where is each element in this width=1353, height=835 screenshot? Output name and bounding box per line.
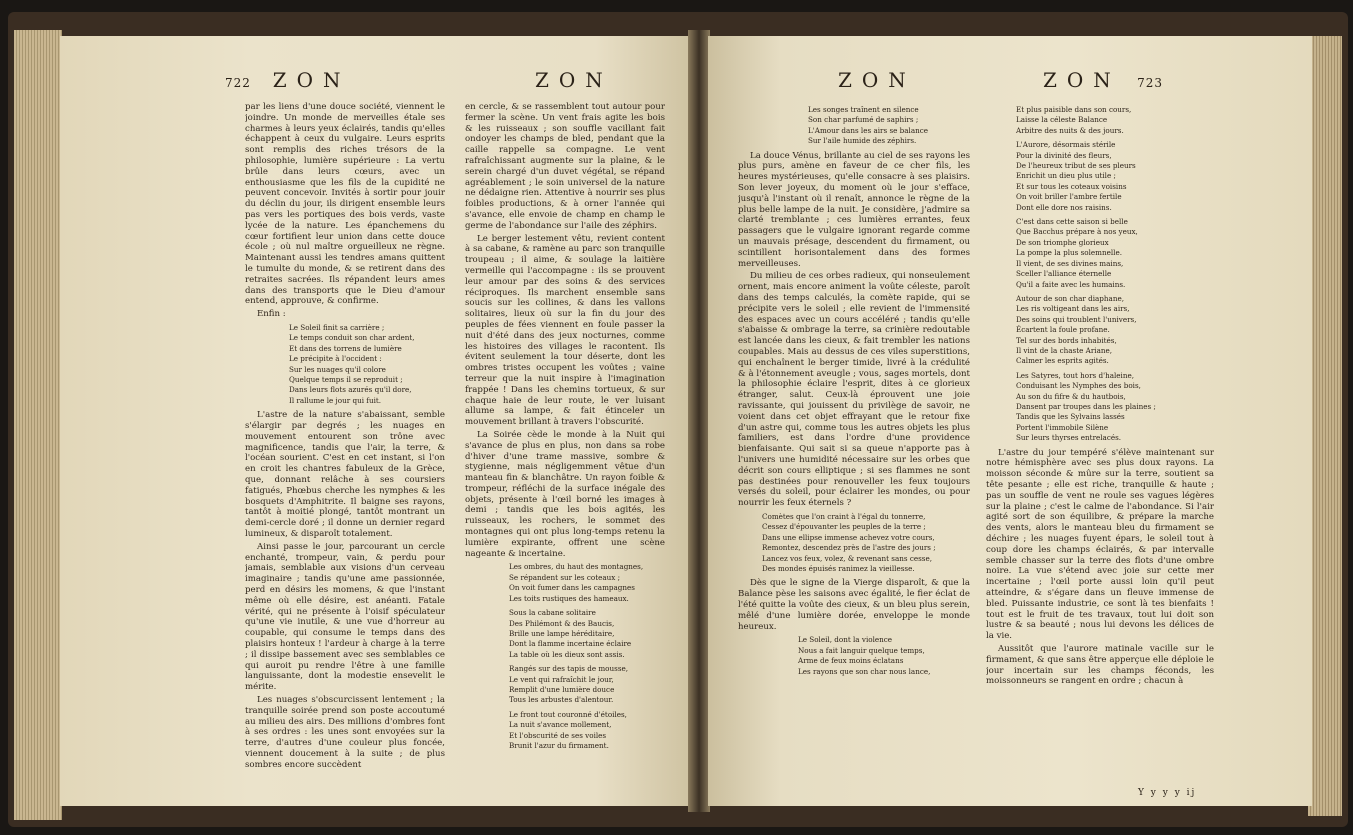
verse-line: Dans leurs flots azurés qu'il dore, [289, 385, 412, 395]
verse-line: Les toits rustiques des hameaux. [509, 593, 629, 603]
verse-block [1016, 371, 1214, 444]
paragraph: Enfin : [257, 309, 286, 320]
verse-line: Brille une lampe héréditaire, [509, 628, 615, 638]
verse-line: Le Soleil, dont la violence [798, 635, 893, 645]
verse-line: Il rallume le jour qui fuit. [289, 395, 382, 405]
verse-block [808, 105, 970, 147]
verse-line: Arme de feux moins éclatans [798, 656, 904, 666]
right-column-1 [738, 102, 970, 802]
verse-line: Conduisant les Nymphes des bois, [1016, 381, 1141, 391]
paragraph: La Soirée cède le monde à la Nuit qui s'avance de plus en plus, non dans sa robe d'hiver d'une trame massive, sombre & stygienne, mais négligemment vêtue d'un manteau fin & blanchâtre. Un rayon foible & trompeur, réfléchi de la surface inégale des objets, présente à l'œil borné les images à demi ; tandis que les bois agités, les ruisseaux, les rochers, le sommet des montagnes qui ont plus long-temps retenu la lumière expirante, offrent une scène nageante & incertaine. [465, 429, 665, 559]
verse-line: Qu'il a faite avec les humains. [1016, 279, 1126, 289]
paragraph: Le berger lestement vêtu, revient content à sa cabane, & ramène au parc son tranquille troupeau ; il aime, & soulage la laitière vermeille qui l'accompagne : ils se prouvent leur amour par des soins & des services réciproques. Ils marchent ensemble sans soucis sur les collines, & dans les vallons solitaires, lieux où sur la fin du jour des peuples de fées viennent en foule passer la nuit d'été dans des jeux nocturnes, comme les histoires des villages le racontent. Ils évitent seulement la tour déserte, dont les ombres tristes occupent les voûtes ; vaine terreur que la nuit inspire à l'imagination frappée ! Dans les chemins tortueux, & sur chaque haie de leur route, le ver luisant allume sa lampe, & fait étinceler un mouvement brillant à travers l'obscurité. [465, 233, 665, 428]
verse-line: Sur l'aile humide des zéphirs. [808, 136, 917, 146]
verse-line: Des Philémont & des Baucis, [509, 618, 615, 628]
verse-line: Comètes que l'on craint à l'égal du tonnerre, [762, 511, 926, 521]
verse-line: La table où les dieux sont assis. [509, 649, 625, 659]
right-running-head-left [838, 68, 916, 92]
verse-line: Quelque temps il se reproduit ; [289, 374, 403, 384]
book-gutter [688, 30, 710, 812]
paragraph: L'astre de la nature s'abaissant, semble s'élargir par degrés ; les nuages en mouvement entourent son trône avec magnificence, tandis que l'air, la terre, & l'océan sourient. C'est en cet instant, si l'on en croit les chantres fabuleux de la Grèce, que, donnant relâche à ses coursiers fatigués, Phœbus cherche les nymphes & les bosquets d'Amphitrite. Il baigne ses rayons, tantôt à moitié plongé, tantôt montrant un demi-cercle doré ; il donne un dernier regard lumineux, & disparoît totalement. [245, 410, 445, 539]
verse-line: Laisse la céleste Balance [1016, 115, 1108, 125]
verse-line: Et l'obscurité de ses voiles [509, 730, 607, 740]
page-number: 722 [225, 76, 251, 90]
verse-line: Autour de son char diaphane, [1016, 293, 1124, 303]
verse-line: Cessez d'épouvanter les peuples de la terre ; [762, 522, 926, 532]
verse-line: L'Aurore, désormais stérile [1016, 140, 1116, 150]
verse-line: Dans une ellipse immense achevez votre cours, [762, 532, 935, 542]
verse-line: Et sur tous les coteaux voisins [1016, 181, 1127, 191]
verse-line: Dansent par troupes dans les plaines ; [1016, 401, 1156, 411]
verse-line: Le précipite à l'occident : [289, 354, 382, 364]
verse-line: Portent l'immobile Silène [1016, 422, 1109, 432]
verse-line: Remontez, descendez près de l'astre des jours ; [762, 543, 936, 553]
running-head: ZON [838, 68, 916, 92]
verse-line: Enrichit un dieu plus utile ; [1016, 171, 1116, 181]
paragraph: par les liens d'une douce société, viennent le joindre. Un monde de merveilles étale ses charmes à leurs yeux éclairés, tandis qu'elles échappent à ceux du vulgaire. Leurs esprits sont remplis des riches trésors de la philosophie, lumière supérieure : La vertu brûle dans leurs cœurs, avec un enthousiasme que les fils de la cupidité ne peuvent concevoir. Invités à sortir pour jouir du déclin du jour, ils dirigent ensemble leurs pas vers les portiques des bois verds, vaste lycée de la nature. Les épanchemens du cœur fortifient leur union dans cette douce école ; où nul maître orgueilleux ne règne. Maintenant aussi les tendres amans quittent le tumulte du monde, & se retirent dans des retraites sacrées. Ils répandent leurs ames dans des transports que le Dieu d'amour entend, approuve, & confirme. [245, 102, 445, 307]
paragraph: Ainsi passe le jour, parcourant un cercle enchanté, trompeur, vain, & perdu pour jamais, semblable aux visions d'un cerveau imaginaire ; tandis qu'une ame passionnée, perd en désirs les momens, & que l'instant même où elle désire, est anéanti. Fatale vérité, qui ne présente à l'oisif spéculateur qu'une vie inutile, & une vue d'horreur au coupable, qui consume le temps dans des plaisirs honteux ! l'ardeur à charge à la terre ; il dissipe bassement avec ses semblables ce qui auroit pu rendre l'être à une famille languissante, dont la modestie ensevelit le mérite. [245, 541, 445, 693]
verse-line: Tel sur des bords inhabités, [1016, 335, 1117, 345]
paragraph: Dès que le signe de la Vierge disparoît, & que la Balance pèse les saisons avec égalité, le fier éclat de l'été quitte la voûte des cieux, & un bleu plus serein, mêlé d'une lumière dorée, enveloppe le monde heureux. [738, 578, 970, 632]
verse-line: Et dans des torrens de lumière [289, 343, 402, 353]
verse-line: Le Soleil finit sa carrière ; [289, 322, 385, 332]
verse-line: Rangés sur des tapis de mousse, [509, 664, 629, 674]
verse-line: Que Bacchus prépare à nos yeux, [1016, 227, 1138, 237]
verse-line: Et plus paisible dans son cours, [1016, 105, 1132, 114]
verse-block [509, 608, 665, 660]
page-edges-left [14, 30, 62, 820]
verse-block [509, 664, 665, 706]
verse-line: Remplit d'une lumière douce [509, 684, 615, 694]
left-page [60, 36, 690, 806]
verse-line: Le vent qui rafraîchit le jour, [509, 674, 614, 684]
verse-line: La pompe la plus solemnelle. [1016, 248, 1122, 258]
verse-line: De son triomphe glorieux [1016, 237, 1109, 247]
page-number: 723 [1137, 76, 1164, 90]
running-head: ZON [535, 68, 613, 92]
verse-line: C'est dans cette saison si belle [1016, 217, 1128, 227]
verse-line: Les Satyres, tout hors d'haleine, [1016, 370, 1134, 380]
verse-line: Tous les arbustes d'alentour. [509, 695, 614, 705]
signature-mark: Y y y y ij [1138, 788, 1197, 798]
verse-block [762, 512, 970, 574]
verse-line: Les ris voltigeant dans les airs, [1016, 304, 1130, 314]
verse-line: Sceller l'alliance éternelle [1016, 269, 1112, 279]
verse-line: Arbitre des nuits & des jours. [1016, 125, 1124, 135]
paragraph: Du milieu de ces orbes radieux, qui nonseulement ornent, mais encore animent la voûte céleste, paroît dans des temps calculés, la comète rapide, qui se précipite vers le soleil ; elle revient de l'immensité des espaces avec un cours accéléré ; tandis qu'elle s'abaisse & ombrage la terre, sa crinière redoutable est lancée dans les cieux, & fait trembler les nations coupables. Mais au dessus de ces viles superstitions, qui enchaînent le berger timide, livré à la crédulité & à l'étonnement aveugle ; vous, sages mortels, dont la philosophie éclaire l'esprit, dites à ce glorieux étranger, salut. Ceux-là éprouvent une joie ravissante, qui jouissent du privilège de savoir, ne voient dans cet objet effrayant que le retour fixe d'un astre qui, comme tous les autres objets les plus familiers, est dans l'ordre d'une providence bienfaisante. Qui sait si sa queue n'apporte pas à l'univers une humidité nécessaire sur les orbes que décrit son cours elliptique ; si ses flammes ne sont pas destinées pour renouveller les feux toujours versés du soleil, pour éclairer les mondes, ou pour nourrir les feux éternels ? [738, 271, 970, 509]
verse-line: Sur leurs thyrses entrelacés. [1016, 433, 1122, 443]
right-running-head-right [1043, 68, 1163, 92]
paragraph: Les nuages s'obscurcissent lentement ; la tranquille soirée prend son poste accoutumé au milieu des airs. Des millions d'ombres font à ses ordres : les unes sont envoyées sur la terre, d'autres d'une couleur plus foncée, viennent doucement à la suite ; de plus sombres encore succèdent [245, 694, 445, 770]
right-column-2 [986, 102, 1214, 802]
running-head: ZON [272, 68, 351, 92]
verse-block [289, 323, 445, 406]
verse-line: Lancez vos feux, volez, & revenant sans cesse, [762, 553, 933, 563]
verse-block [1016, 217, 1214, 290]
verse-block [509, 562, 665, 604]
left-column-1 [245, 102, 445, 792]
verse-line: Brunit l'azur du firmament. [509, 740, 609, 750]
verse-line: Calmer les esprits agités. [1016, 356, 1109, 366]
verse-line: Les songes traînent en silence [808, 105, 919, 114]
verse-line: Tandis que les Sylvains lassés [1016, 412, 1125, 422]
left-column-2 [465, 102, 665, 792]
paragraph: Aussitôt que l'aurore matinale vacille sur le firmament, & que sans être apperçue elle déploie le jour incertain sur les champs féconds, les moissonneurs se rangent en ordre ; chacun à [986, 643, 1214, 687]
verse-line: On voit fumer dans les campagnes [509, 583, 635, 593]
paragraph: en cercle, & se rassemblent tout autour pour fermer la scène. Un vent frais agite les bois & les ruisseaux ; son souffle vacillant fait ondoyer les champs de bled, pendant que la caille rappelle sa compagne. Le vent rafraîchissant augmente sur la plaine, & le serein chargé d'un duvet végétal, se répand agréablement ; le soin universel de la nature ne dédaigne rien. Attentive à nourrir ses plus foibles productions, & à orner l'année qui s'avance, elle envoie de champ en champ le germe de l'abondance sur l'aile des zéphirs. [465, 102, 665, 231]
verse-line: De l'heureux tribut de ses pleurs [1016, 161, 1136, 171]
page-edges-right [1308, 36, 1342, 816]
verse-line: L'Amour dans les airs se balance [808, 125, 929, 135]
verse-line: Les rayons que son char nous lance, [798, 666, 931, 676]
verse-line: Dont elle dore nos raisins. [1016, 202, 1112, 212]
verse-line: Sous la cabane solitaire [509, 608, 596, 618]
left-running-head-right [535, 68, 613, 92]
verse-line: Il vint de la chaste Ariane, [1016, 345, 1113, 355]
verse-block [1016, 294, 1214, 367]
verse-line: Le temps conduit son char ardent, [289, 333, 415, 343]
verse-block [798, 635, 970, 677]
verse-line: Se répandent sur les coteaux ; [509, 572, 621, 582]
verse-block [1016, 140, 1214, 213]
verse-line: Au son du fifre & du hautbois, [1016, 391, 1126, 401]
verse-line: On voit briller l'ambre fertile [1016, 192, 1122, 202]
verse-line: La nuit s'avance mollement, [509, 720, 612, 730]
left-running-head-left [225, 68, 351, 92]
verse-line: Sur les nuages qu'il colore [289, 364, 386, 374]
verse-block [1016, 105, 1214, 136]
running-head: ZON [1043, 68, 1121, 92]
verse-line: Des soins qui troublent l'univers, [1016, 314, 1137, 324]
verse-line: Les ombres, du haut des montagnes, [509, 562, 644, 572]
verse-line: Écartent la foule profane. [1016, 325, 1110, 335]
verse-line: Pour la divinité des fleurs, [1016, 150, 1112, 160]
right-page [708, 36, 1312, 806]
verse-line: Son char parfumé de saphirs ; [808, 115, 919, 125]
verse-line: Le front tout couronné d'étoiles, [509, 709, 627, 719]
paragraph: L'astre du jour tempéré s'élève maintenant sur notre hémisphère avec ses plus doux rayons. La moisson séconde & mûre sur la terre, soutient sa tête pesante ; elle est riche, tranquille & haute ; pas un souffle de vent ne roule ses vagues légères sur la plaine ; c'est le calme de l'abondance. Si l'air agité sort de son équilibre, & prépare la marche des vents, alors le manteau bleu du firmament se déchire ; les nuages fuyent épars, le soleil tout à coup dore les champs éclairés, & par intervalle semble chasser sur la terre des flots d'une ombre noire. La vue s'étend avec joie sur cette mer incertaine ; l'œil porte aussi loin qu'il peut atteindre, & s'égare dans un fleuve immense de bled. Puissante industrie, ce sont là tes bienfaits ! tout est le fruit de tes travaux, tout lui doit son lustre & sa beauté ; nous lui devons les délices de la vie. [986, 447, 1214, 642]
paragraph: La douce Vénus, brillante au ciel de ses rayons les plus purs, amène en faveur de ce cher fils, les heures mystérieuses, qu'elle consacre à ses plaisirs. Son lever joyeux, du moment où le jour s'efface, jusqu'à l'instant où il renaît, annonce le règne de la plus belle lampe de la nuit. Je considère, j'admire sa clarté tremblante ; ces lumières errantes, feux passagers que le vulgaire ignorant regarde comme un mauvais présage, descendent du firmament, ou scintillent horisontalement dans des formes merveilleuses. [738, 150, 970, 269]
verse-line: Des mondes épuisés ranimez la vieillesse. [762, 563, 915, 573]
verse-block [509, 710, 665, 752]
verse-line: Il vient, de ses divines mains, [1016, 258, 1124, 268]
verse-line: Nous a fait languir quelque temps, [798, 645, 925, 655]
verse-line: Dont la flamme incertaine éclaire [509, 639, 632, 649]
